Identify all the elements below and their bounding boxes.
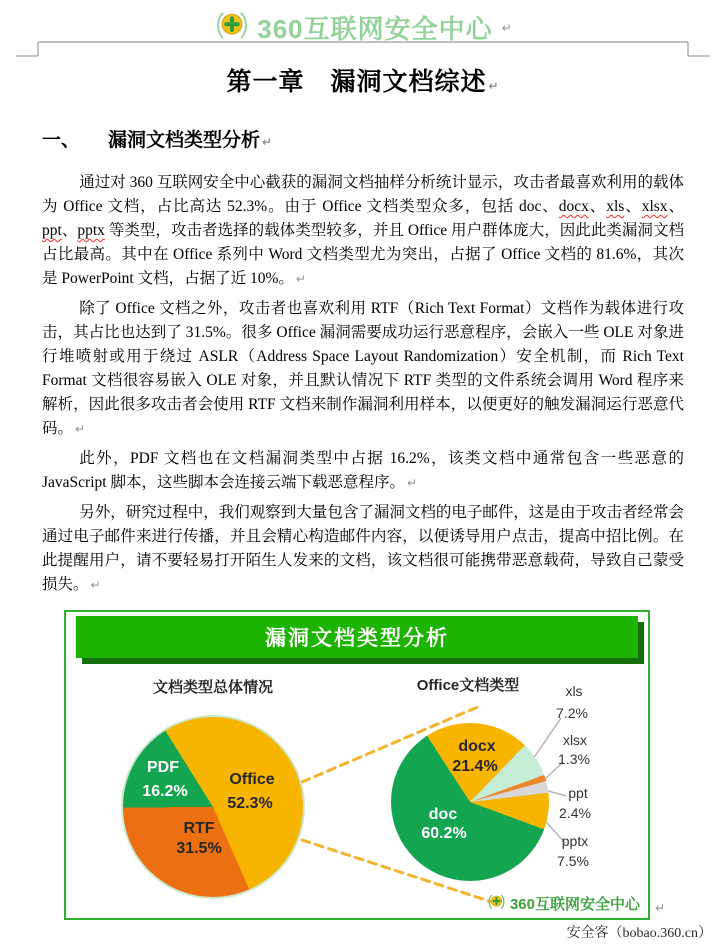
- pie-label-ppt: ppt: [568, 785, 588, 801]
- pie-value-office: 52.3%: [227, 795, 273, 812]
- misspelled-word: xls: [606, 198, 625, 215]
- paragraph-mark: ↵: [75, 422, 86, 436]
- pie-label-pdf: PDF: [147, 759, 179, 776]
- header-boundary-rule: [0, 39, 726, 59]
- paragraph: 除了 Office 文档之外，攻击者也喜欢利用 RTF（Rich Text Format）文档作为载体进行攻击，其占比也达到了 31.5%。很多 Office 漏洞需要成功运行恶意程序，会嵌入一些 OLE 对象进行堆喷射或用于绕过 ASLR（Address Space Layout Randomization）安全机制，而 Rich Text Format 文档很容易嵌入 OLE 对象，并且默认情况下 RTF 类型的文件系统会调用 Word 程序来解析，因此很多攻击者会使用 RTF 文档来制作漏洞利用样本，以便更好的触发漏洞运行恶意代码。 ↵: [42, 300, 684, 437]
- misspelled-word: ppt: [42, 222, 62, 239]
- pie-value-rtf: 31.5%: [176, 840, 222, 857]
- chart-brand-badge-icon: [487, 892, 506, 915]
- section-title: 漏洞文档类型分析: [108, 130, 261, 151]
- pie-label-office: Office: [229, 771, 275, 788]
- paragraph-mark: ↵: [655, 901, 666, 915]
- paragraph-mark: ↵: [406, 476, 418, 490]
- pie-label-xls: xls: [565, 683, 583, 699]
- chapter-title: [0, 62, 726, 98]
- paragraph-mark: ↵: [488, 79, 500, 93]
- paragraph: 此外，PDF 文档也在文档漏洞类型中占据 16.2%，该类文档中通常包含一些恶意的 JavaScript 脚本，这些脚本会连接云端下载恶意程序。 ↵: [42, 450, 684, 491]
- right-pie-title: Office文档类型: [416, 677, 520, 694]
- pie-label-rtf: RTF: [183, 820, 215, 837]
- misspelled-word: pptx: [77, 222, 105, 239]
- paragraph-mark: ↵: [501, 20, 512, 35]
- chart-brand-label: 360互联网安全中心: [509, 896, 640, 913]
- misspelled-word: docx: [558, 198, 589, 215]
- left-pie-title: 文档类型总体情况: [152, 679, 274, 696]
- pie-label-doc: doc: [428, 806, 458, 823]
- pie-value-ppt: 2.4%: [559, 805, 591, 821]
- paragraph-mark: ↵: [262, 135, 273, 149]
- pie-value-pptx: 7.5%: [557, 853, 589, 869]
- section-number: 一、: [42, 130, 81, 151]
- chart-figure: [64, 610, 650, 920]
- chapter-title-text: 第一章 漏洞文档综述: [226, 68, 487, 96]
- pie-value-xlsx: 1.3%: [558, 751, 590, 767]
- paragraph: 另外，研究过程中，我们观察到大量包含了漏洞文档的电子邮件，这是由于攻击者经常会通过电子邮件来进行传播，并且会精心构造邮件内容，以便诱导用户点击，提高中招比例。在此提醒用户，请不要轻易打开陌生人发来的文档，该文档很可能携带恶意载荷，导致自己蒙受损失。 ↵: [42, 504, 684, 593]
- overall-doc-type-pie: [121, 715, 305, 899]
- body-paragraphs: [42, 171, 684, 603]
- pie-value-docx: 21.4%: [452, 758, 498, 775]
- pie-value-pdf: 16.2%: [142, 783, 188, 800]
- pie-label-xlsx: xlsx: [562, 732, 588, 748]
- chart-banner-title: 漏洞文档类型分析: [265, 627, 449, 650]
- pie-label-docx: docx: [458, 738, 496, 755]
- paragraph-mark: ↵: [295, 272, 306, 286]
- site-footer: 安全客（bobao.360.cn）: [566, 926, 712, 941]
- brand-logo-text: 360互联网安全中心: [257, 14, 493, 44]
- paragraph-mark: ↵: [90, 578, 101, 592]
- pie-value-xls: 7.2%: [556, 705, 588, 721]
- section-heading: [42, 125, 272, 152]
- misspelled-word: xlsx: [641, 198, 668, 215]
- paragraph: 通过对 360 互联网安全中心截获的漏洞文档抽样分析统计显示，攻击者最喜欢利用的载体为 Office 文档，占比高达 52.3%。由于 Office 文档类型众多，包括 doc、docx、xls、xlsx、ppt、pptx 等类型，攻击者选择的载体类型较多，并且 Office 用户群体庞大，因此此类漏洞文档占比最高。其中在 Office 系列中 Word 文档类型尤为突出，占据了 Office 文档的 81.6%，其次是 PowerPoint 文档，占据了近 10%。 ↵: [42, 174, 684, 287]
- pie-value-doc: 60.2%: [421, 825, 467, 842]
- pie-label-pptx: pptx: [561, 833, 589, 849]
- chart-brand: [487, 892, 640, 915]
